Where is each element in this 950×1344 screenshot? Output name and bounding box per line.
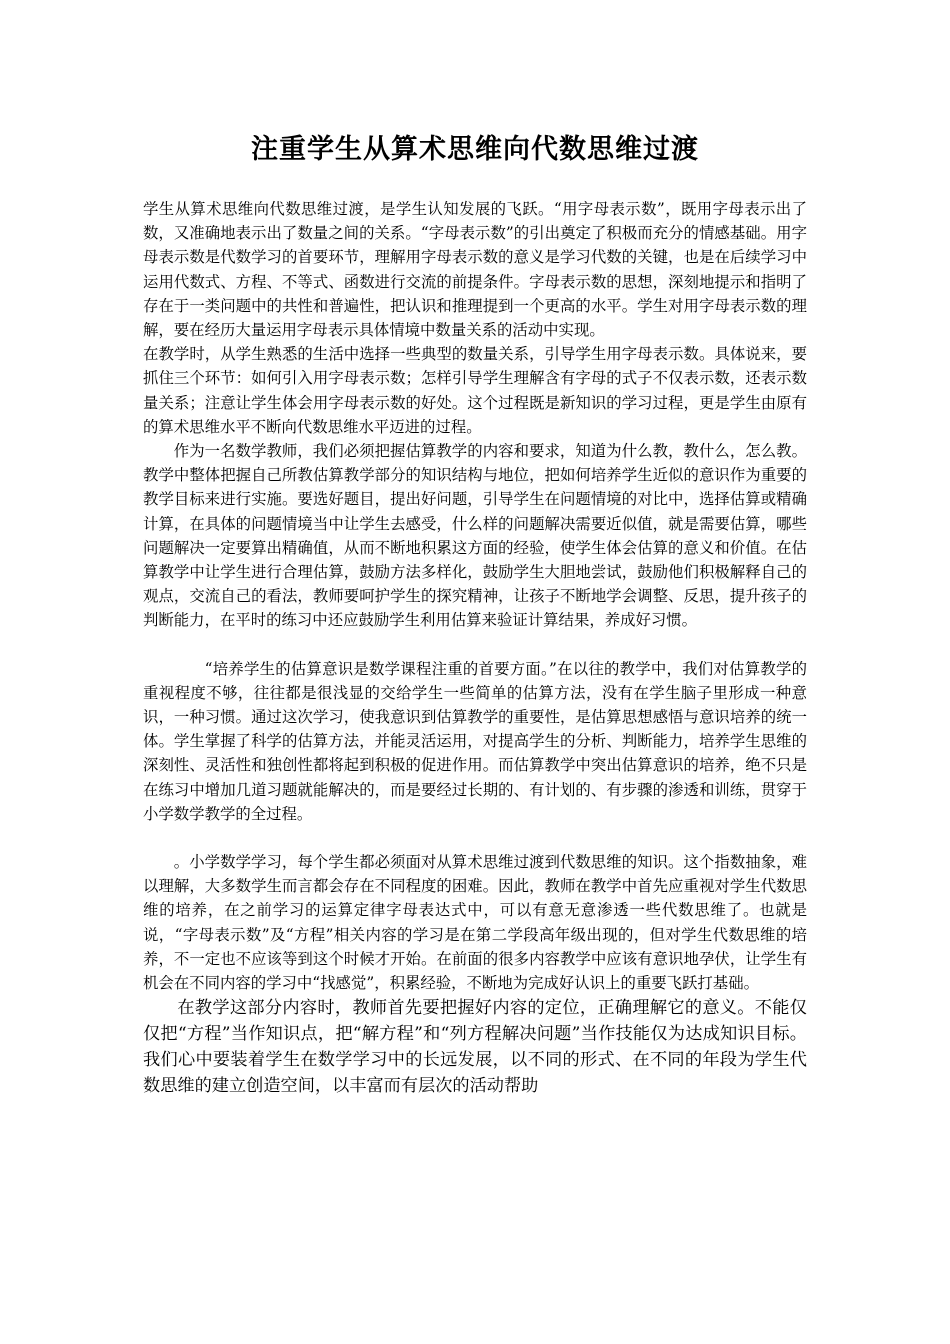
- paragraph-6: 在教学这部分内容时，教师首先要把握好内容的定位，正确理解它的意义。不能仅仅把“方程”当作知识点，把“解方程”和“列方程解决问题”当作技能仅为达成知识目标。我们心中要装着学生在数学学习中的长远发展，以不同的形式、在不同的年段为学生代数思维的建立创造空间，以丰富而有层次的活动帮助: [143, 998, 807, 1097]
- paragraph-1: 学生从算术思维向代数思维过渡，是学生认知发展的飞跃。“用字母表示数”，既用字母表示出了数，又准确地表示出了数量之间的关系。“字母表示数”的引出奠定了积极而充分的情感基础。用字母表示数是代数学习的首要环节，理解用字母表示数的意义是学习代数的关键，也是在后续学习中运用代数式、方程、不等式、函数进行交流的前提条件。字母表示数的思想，深刻地提示和指明了存在于一类问题中的共性和普遍性，把认识和推理提到一个更高的水平。学生对用字母表示数的理解，要在经历大量运用字母表示具体情境中数量关系的活动中实现。: [143, 200, 807, 340]
- paragraph-3: 作为一名数学教师，我们必须把握估算教学的内容和要求，知道为什么教，教什么，怎么教。教学中整体把握自己所教估算教学部分的知识结构与地位，把如何培养学生近似的意识作为重要的教学目标来进行实施。要选好题目，提出好问题，引导学生在问题情境的对比中，选择估算或精确计算，在具体的问题情境当中让学生去感受，什么样的问题解决需要近似值，就是需要估算，哪些问题解决一定要算出精确值，从而不断地积累这方面的经验，使学生体会估算的意义和价值。在估算教学中让学生进行合理估算，鼓励方法多样化，鼓励学生大胆地尝试，鼓励他们积极解释自己的观点，交流自己的看法，教师要呵护学生的探究精神，让孩子不断地学会调整、反思，提升孩子的判断能力，在平时的练习中还应鼓励学生利用估算来验证计算结果，养成好习惯。: [143, 442, 807, 630]
- paragraph-2: 在教学时，从学生熟悉的生活中选择一些典型的数量关系，引导学生用字母表示数。具体说来，要抓住三个环节：如何引入用字母表示数；怎样引导学生理解含有字母的式子不仅表示数，还表示数量关系；注意让学生体会用字母表示数的好处。这个过程既是新知识的学习过程，更是学生由原有的算术思维水平不断向代数思维水平迈进的过程。: [143, 345, 807, 436]
- paragraph-4: “培养学生的估算意识是数学课程注重的首要方面。”在以往的教学中，我们对估算教学的重视程度不够，往往都是很浅显的交给学生一些简单的估算方法，没有在学生脑子里形成一种意识，一种习惯。通过这次学习，使我意识到估算教学的重要性，是估算思想感悟与意识培养的统一体。学生掌握了科学的估算方法，并能灵活运用，对提高学生的分析、判断能力，培养学生思维的深刻性、灵活性和独创性都将起到积极的促进作用。而估算教学中突出估算意识的培养，绝不只是在练习中增加几道习题就能解决的，而是要经过长期的、有计划的、有步骤的渗透和训练，贯穿于小学数学教学的全过程。: [143, 659, 807, 823]
- document-body: [143, 197, 807, 1099]
- document-title: 注重学生从算术思维向代数思维过渡: [251, 134, 699, 165]
- paragraph-5: 。小学数学学习，每个学生都必须面对从算术思维过渡到代数思维的知识。这个指数抽象，难以理解，大多数学生而言都会存在不同程度的困难。因此，教师在教学中首先应重视对学生代数思维的培养，在之前学习的运算定律字母表达式中，可以有意无意渗透一些代数思维了。也就是说，“字母表示数”及“方程”相关内容的学习是在第二学段高年级出现的，但对学生代数思维的培养，不一定也不应该等到这个时候才开始。在前面的很多内容教学中应该有意识地孕伏，让学生有机会在不同内容的学习中“找感觉”，积累经验，不断地为完成好认识上的重要飞跃打基础。: [143, 853, 807, 993]
